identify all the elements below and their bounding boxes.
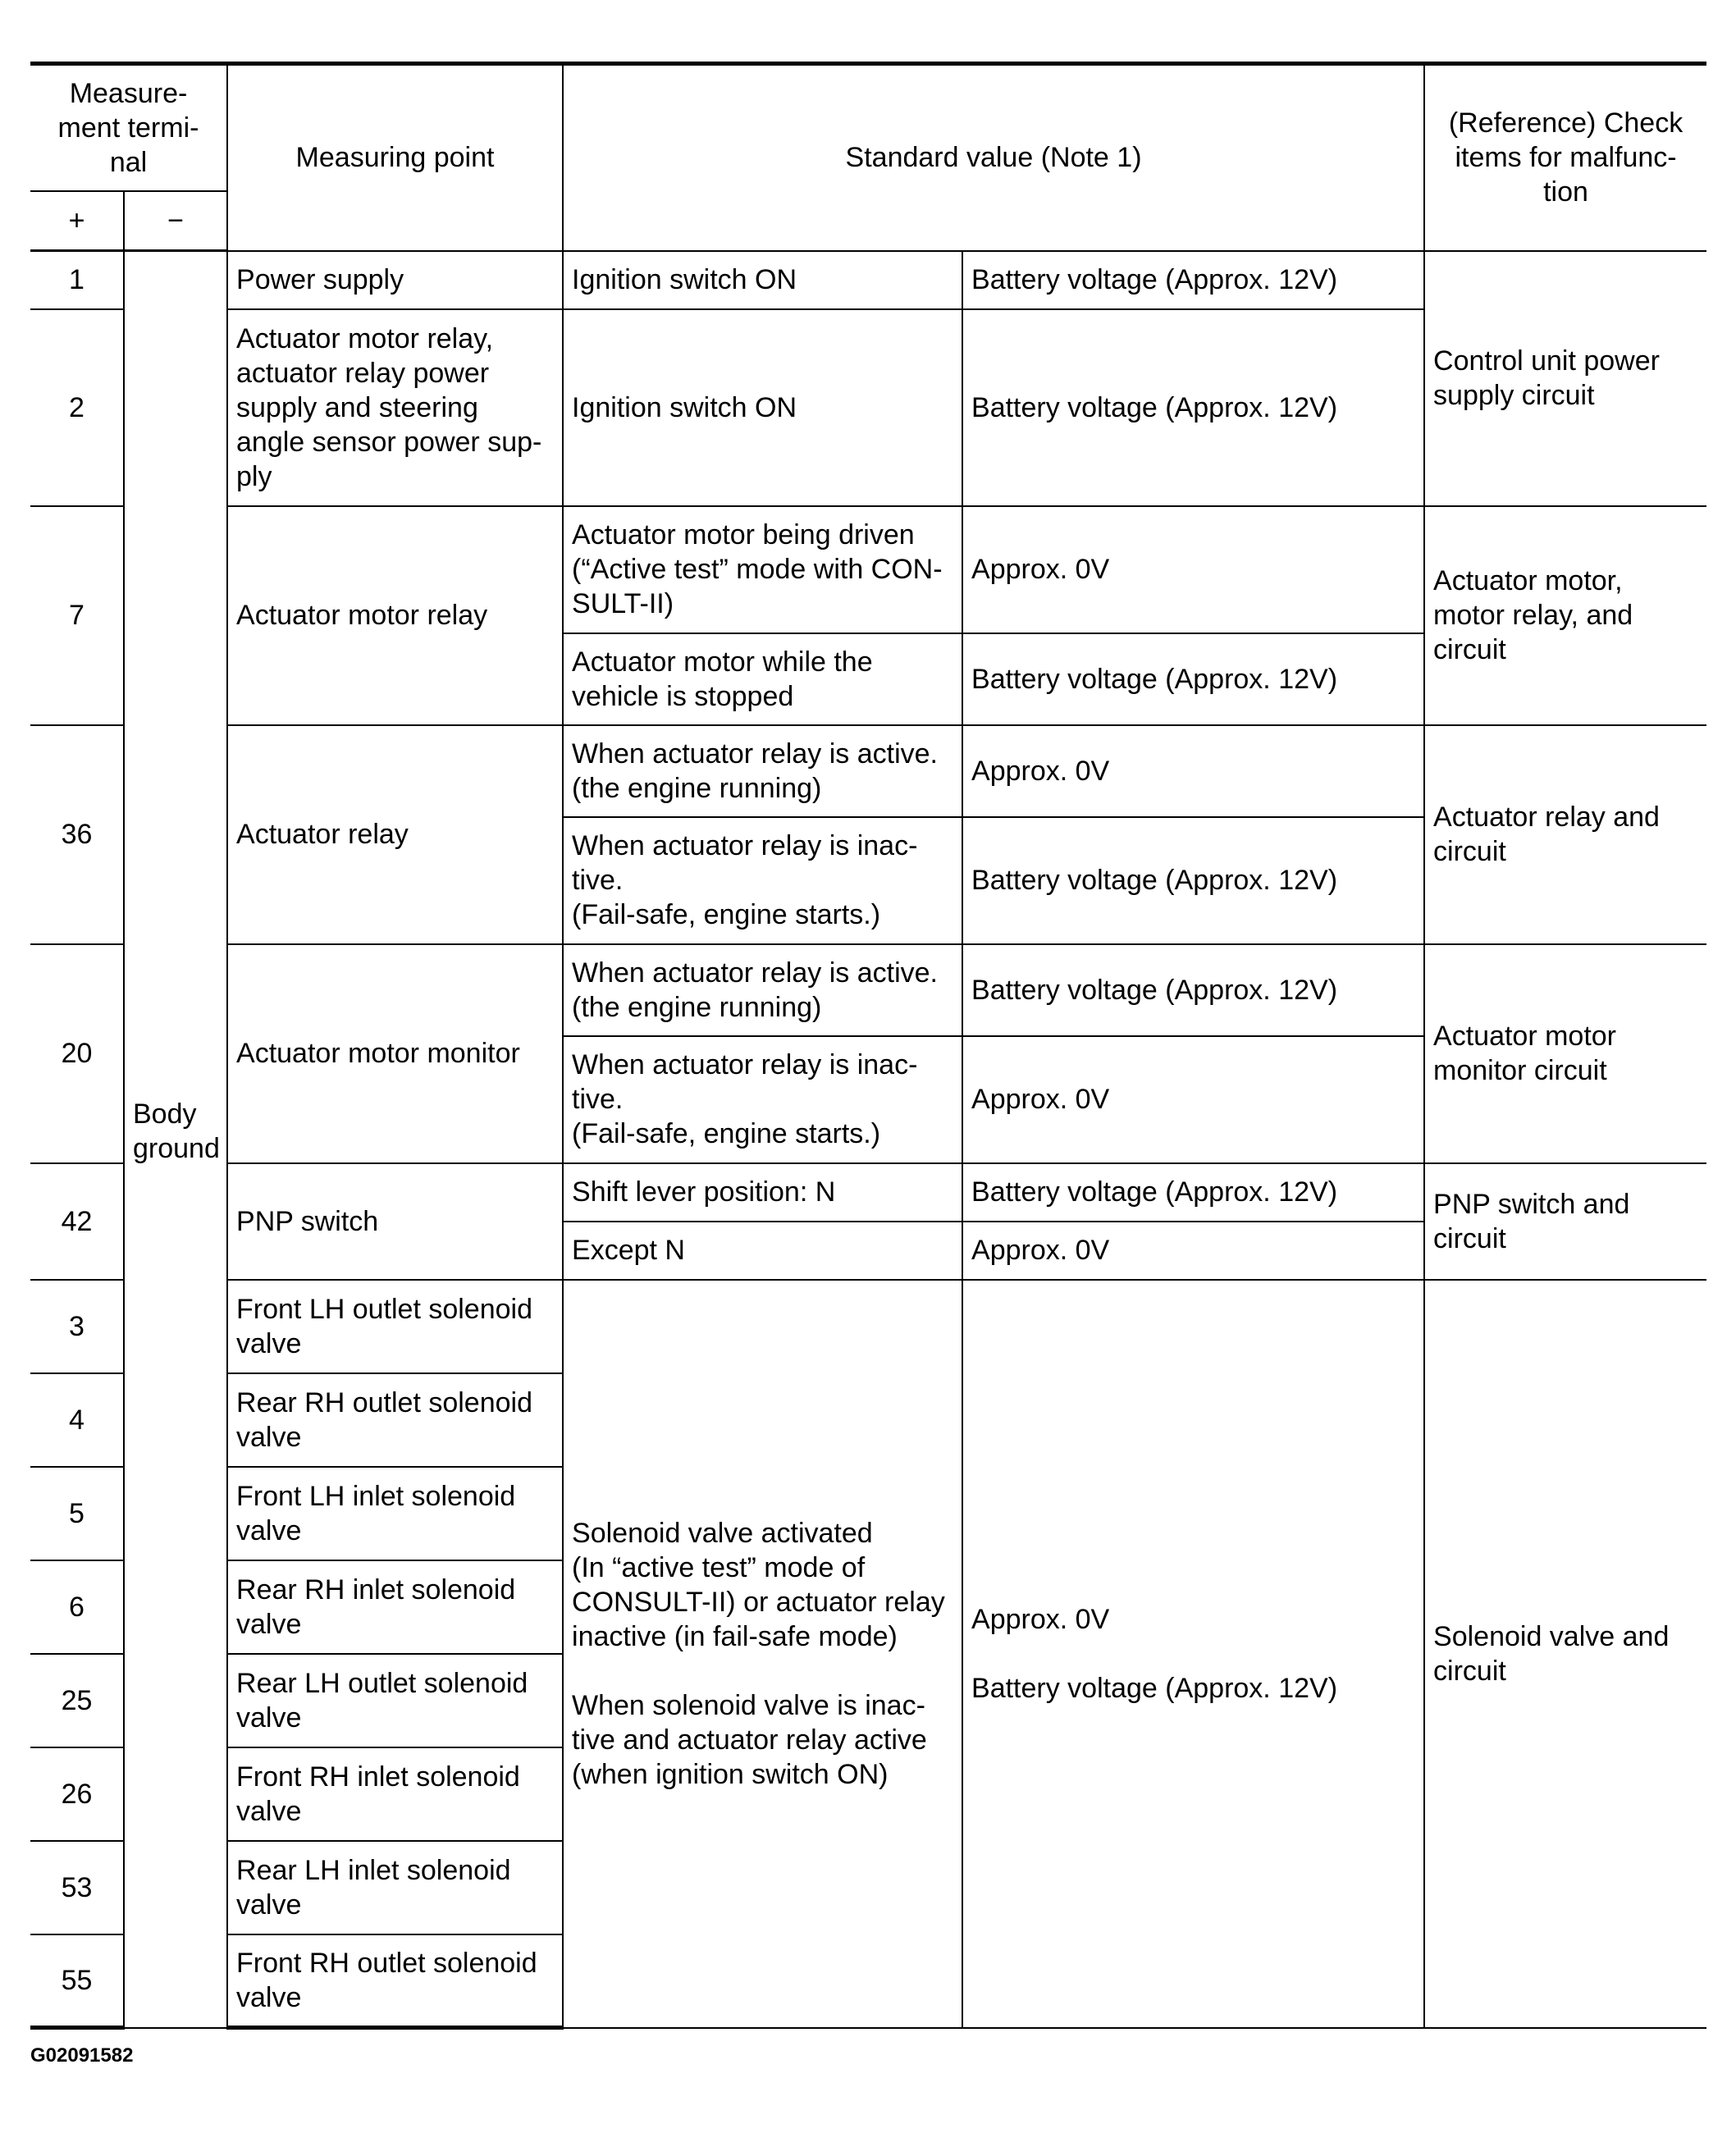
figure-id: G02091582 — [30, 2044, 134, 2067]
table-row — [30, 944, 1706, 1036]
check-item: Actuator relay and circuit — [1424, 725, 1706, 944]
check-item: Actuator motor, motor relay, and circuit — [1424, 506, 1706, 725]
condition: Shift lever position: N — [563, 1163, 962, 1222]
terminal-number: 5 — [30, 1467, 124, 1560]
condition: When actuator relay is inac- tive. (Fail-safe, engine starts.) — [563, 817, 962, 944]
table-row — [30, 1163, 1706, 1222]
check-item: Control unit power supply circuit — [1424, 251, 1706, 506]
measuring-point: Rear RH inlet solenoid valve — [227, 1560, 563, 1654]
terminal-number: 4 — [30, 1373, 124, 1467]
terminal-number: 7 — [30, 506, 124, 725]
terminal-number: 55 — [30, 1934, 124, 2028]
condition: When actuator relay is active. (the engine running) — [563, 725, 962, 817]
body-ground-cell — [124, 251, 227, 2028]
condition: Actuator motor while the vehicle is stopped — [563, 633, 962, 725]
standard-value: Battery voltage (Approx. 12V) — [962, 1163, 1424, 1222]
terminal-number: 26 — [30, 1747, 124, 1841]
condition: Ignition switch ON — [563, 251, 962, 309]
solenoid-condition-active: Solenoid valve activated (In “active test” mode of CONSULT-II) or actuator relay inactive (in fail-safe mode) — [572, 1517, 945, 1652]
standard-value: Approx. 0V — [962, 506, 1424, 633]
measuring-point: Front LH inlet solenoid valve — [227, 1467, 563, 1560]
measuring-point: Rear RH outlet solenoid valve — [227, 1373, 563, 1467]
terminal-number: 1 — [30, 251, 124, 309]
terminal-number: 36 — [30, 725, 124, 944]
solenoid-value-cell — [962, 1280, 1424, 2028]
table-row — [30, 506, 1706, 633]
header-measuring-point: Measuring point — [227, 64, 563, 251]
terminal-number: 53 — [30, 1841, 124, 1934]
terminal-spec-page — [30, 62, 1706, 2030]
condition: When actuator relay is inac- tive. (Fail-safe, engine starts.) — [563, 1036, 962, 1163]
body-ground-label: Body ground — [133, 1098, 220, 1164]
solenoid-condition-inactive: When solenoid valve is inac- tive and actuator relay active (when ignition switch ON) — [572, 1689, 927, 1790]
measuring-point: Rear LH outlet solenoid valve — [227, 1654, 563, 1747]
standard-value: Battery voltage (Approx. 12V) — [962, 251, 1424, 309]
standard-value: Approx. 0V — [962, 1036, 1424, 1163]
standard-value: Approx. 0V — [962, 1222, 1424, 1280]
standard-value: Battery voltage (Approx. 12V) — [962, 944, 1424, 1036]
header-check-items: (Reference) Check items for malfunc- tion — [1424, 64, 1706, 251]
check-item: Actuator motor monitor circuit — [1424, 944, 1706, 1163]
terminal-number: 2 — [30, 309, 124, 506]
condition: When actuator relay is active. (the engine running) — [563, 944, 962, 1036]
solenoid-condition-cell — [563, 1280, 962, 2028]
table-row — [30, 1280, 1706, 1373]
condition: Ignition switch ON — [563, 309, 962, 506]
terminal-number: 20 — [30, 944, 124, 1163]
table-row — [30, 251, 1706, 309]
measuring-point: Power supply — [227, 251, 563, 309]
header-measurement-terminal: Measure- ment termi- nal — [30, 64, 227, 191]
terminal-number: 6 — [30, 1560, 124, 1654]
standard-value: Battery voltage (Approx. 12V) — [962, 633, 1424, 725]
check-item: Solenoid valve and circuit — [1424, 1280, 1706, 2028]
measuring-point: PNP switch — [227, 1163, 563, 1280]
measuring-point: Actuator relay — [227, 725, 563, 944]
table-row — [30, 725, 1706, 817]
measuring-point: Actuator motor relay — [227, 506, 563, 725]
condition: Except N — [563, 1222, 962, 1280]
standard-value: Approx. 0V — [962, 725, 1424, 817]
standard-value: Battery voltage (Approx. 12V) — [962, 309, 1424, 506]
measuring-point: Front RH outlet solenoid valve — [227, 1934, 563, 2028]
terminal-number: 42 — [30, 1163, 124, 1280]
solenoid-value-inactive: Battery voltage (Approx. 12V) — [971, 1672, 1338, 1704]
standard-value: Battery voltage (Approx. 12V) — [962, 817, 1424, 944]
header-standard-value: Standard value (Note 1) — [563, 64, 1424, 251]
terminal-spec-table — [30, 62, 1706, 2030]
measuring-point: Front RH inlet solenoid valve — [227, 1747, 563, 1841]
header-minus: − — [124, 191, 227, 251]
measuring-point: Actuator motor relay, actuator relay power supply and steering angle sensor power sup- ply — [227, 309, 563, 506]
check-item: PNP switch and circuit — [1424, 1163, 1706, 1280]
measuring-point: Front LH outlet solenoid valve — [227, 1280, 563, 1373]
terminal-number: 3 — [30, 1280, 124, 1373]
header-plus: + — [30, 191, 124, 251]
terminal-number: 25 — [30, 1654, 124, 1747]
measuring-point: Actuator motor monitor — [227, 944, 563, 1163]
solenoid-value-active: Approx. 0V — [971, 1603, 1110, 1635]
measuring-point: Rear LH inlet solenoid valve — [227, 1841, 563, 1934]
condition: Actuator motor being driven (“Active test” mode with CON- SULT-II) — [563, 506, 962, 633]
